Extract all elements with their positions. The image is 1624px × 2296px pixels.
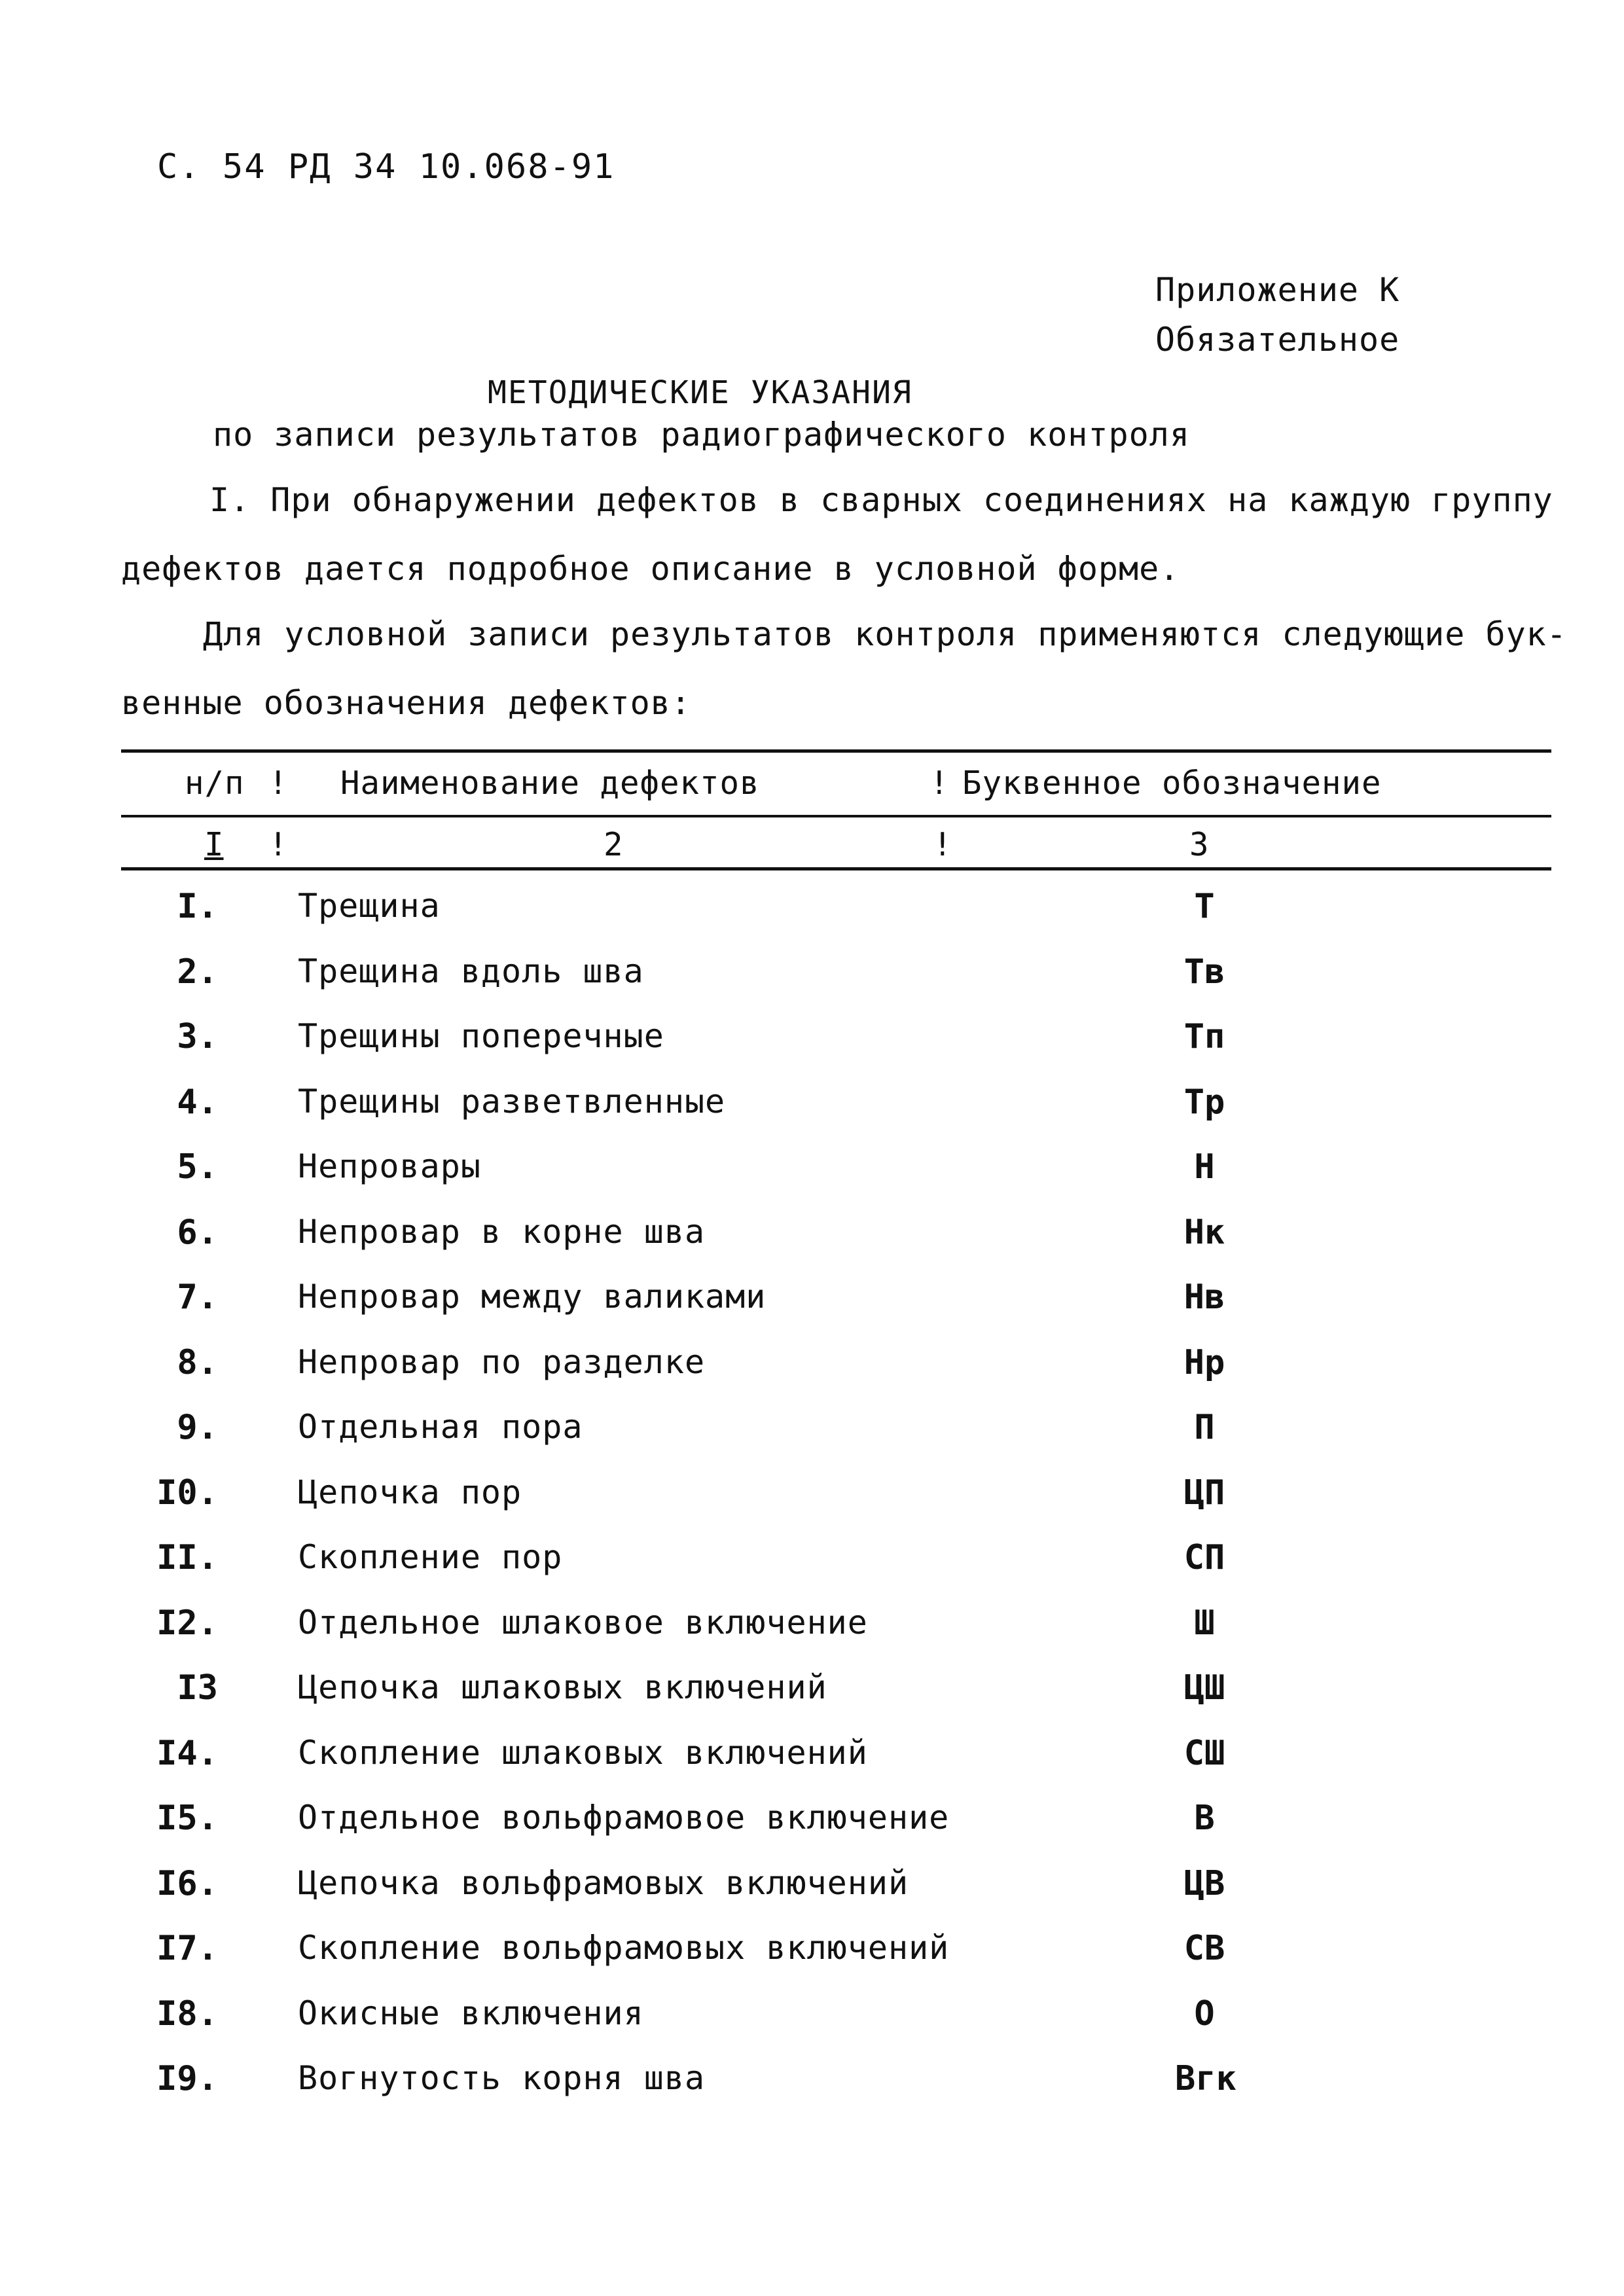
defect-name: Скопление пор [298, 1538, 563, 1576]
row-number: 8. [177, 1342, 218, 1382]
row-number: I8. [156, 1994, 218, 2034]
table-row [0, 1408, 1624, 1473]
table-row [0, 1343, 1624, 1408]
paragraph-1-line-2: дефектов дается подробное описание в условной форме. [121, 550, 1180, 588]
table-row [0, 1538, 1624, 1604]
paragraph-2-line-1: Для условной записи результатов контроля применяются следующие бук- [203, 615, 1567, 653]
defect-name: Скопление шлаковых включений [298, 1733, 868, 1772]
defect-name: Отдельная пора [298, 1408, 583, 1446]
column-number-2: 2 [604, 826, 623, 863]
column-number-3: 3 [1189, 826, 1209, 863]
table-row [0, 1278, 1624, 1343]
defect-name: Цепочка пор [298, 1473, 522, 1511]
defect-code: СВ [1183, 1929, 1225, 1968]
column-number-rule [121, 867, 1551, 870]
table-body [0, 887, 1624, 2125]
table-row [0, 1799, 1624, 1864]
table-row [0, 1083, 1624, 1148]
defect-code: В [1194, 1799, 1215, 1838]
document-title: МЕТОДИЧЕСКИЕ УКАЗАНИЯ [488, 374, 912, 411]
defect-name: Цепочка вольфрамовых включений [298, 1863, 909, 1902]
defect-name: Непровар в корне шва [298, 1212, 706, 1251]
defect-code: СШ [1183, 1733, 1225, 1773]
row-number: 2. [177, 952, 218, 992]
row-number: I3 [177, 1668, 218, 1708]
row-number: I4. [156, 1733, 218, 1773]
defect-code: ЦВ [1183, 1863, 1225, 1903]
row-number: 3. [177, 1017, 218, 1056]
table-row [0, 1473, 1624, 1539]
row-number: 6. [177, 1212, 218, 1252]
table-row [0, 1668, 1624, 1734]
table-row [0, 1604, 1624, 1669]
appendix-block [1155, 265, 1399, 365]
defect-code: Тп [1183, 1017, 1225, 1056]
row-number: 5. [177, 1147, 218, 1187]
defect-code: Т [1194, 887, 1215, 926]
defect-code: Ш [1194, 1603, 1215, 1643]
defect-code: Нр [1183, 1342, 1225, 1382]
row-number: I. [177, 887, 218, 926]
table-top-rule [121, 749, 1551, 753]
table-row [0, 1864, 1624, 1929]
defect-name: Цепочка шлаковых включений [298, 1668, 827, 1706]
table-row [0, 1994, 1624, 2060]
column-number-1: I [204, 826, 224, 863]
header-separator: ! [929, 764, 950, 802]
defect-name: Отдельное шлаковое включение [298, 1603, 868, 1641]
defect-name: Трещины поперечные [298, 1017, 664, 1055]
defect-code: П [1194, 1408, 1215, 1447]
row-number: 4. [177, 1082, 218, 1122]
row-number: I5. [156, 1799, 218, 1838]
row-number: II. [156, 1538, 218, 1577]
defect-name: Окисные включения [298, 1994, 644, 2032]
defect-name: Трещина вдоль шва [298, 952, 644, 990]
appendix-label: Приложение К [1155, 271, 1400, 309]
table-row [0, 1213, 1624, 1278]
row-number: I6. [156, 1863, 218, 1903]
defect-name: Вогнутость корня шва [298, 2059, 706, 2097]
defect-code: Нв [1183, 1278, 1225, 1317]
table-row [0, 1147, 1624, 1213]
defect-name: Трещины разветвленные [298, 1082, 726, 1121]
defect-code: О [1194, 1994, 1215, 2034]
defect-code: Тр [1183, 1082, 1225, 1122]
row-number: 7. [177, 1278, 218, 1317]
table-row [0, 1929, 1624, 1994]
table-row [0, 887, 1624, 952]
document-subtitle: по записи результатов радиографического контроля [213, 416, 1190, 454]
defect-name: Непровар между валиками [298, 1278, 767, 1316]
header-number: н/п [185, 764, 245, 802]
paragraph-1-line-1: I. При обнаружении дефектов в сварных соединениях на каждую группу [209, 481, 1553, 519]
defect-code: Тв [1183, 952, 1225, 992]
row-number: I9. [156, 2059, 218, 2098]
defect-name: Отдельное вольфрамовое включение [298, 1799, 950, 1837]
table-row [0, 952, 1624, 1018]
row-number: I2. [156, 1603, 218, 1643]
header-defect-name: Наименование дефектов [340, 764, 760, 802]
column-number-separator: ! [933, 826, 952, 863]
row-number: I7. [156, 1929, 218, 1968]
appendix-status: Обязательное [1155, 321, 1400, 359]
defect-name: Трещина [298, 887, 441, 925]
defect-code: Вгк [1175, 2059, 1236, 2098]
table-row [0, 2059, 1624, 2125]
defect-code: Н [1194, 1147, 1215, 1187]
header-separator: ! [268, 764, 289, 802]
defect-code: Нк [1183, 1212, 1225, 1252]
table-row [0, 1017, 1624, 1083]
defect-name: Скопление вольфрамовых включений [298, 1929, 950, 1967]
header-letter-code: Буквенное обозначение [962, 764, 1382, 802]
defect-name: Непровары [298, 1147, 481, 1185]
column-number-separator: ! [268, 826, 288, 863]
defect-code: ЦП [1183, 1473, 1225, 1513]
defect-name: Непровар по разделке [298, 1342, 706, 1381]
document-reference: С. 54 РД 34 10.068-91 [157, 147, 615, 187]
table-row [0, 1734, 1624, 1799]
row-number: 9. [177, 1408, 218, 1447]
defect-code: ЦШ [1183, 1668, 1225, 1708]
row-number: I0. [156, 1473, 218, 1513]
defect-code: СП [1183, 1538, 1225, 1577]
header-divider-rule [121, 815, 1551, 817]
paragraph-2-line-2: венные обозначения дефектов: [121, 684, 691, 722]
